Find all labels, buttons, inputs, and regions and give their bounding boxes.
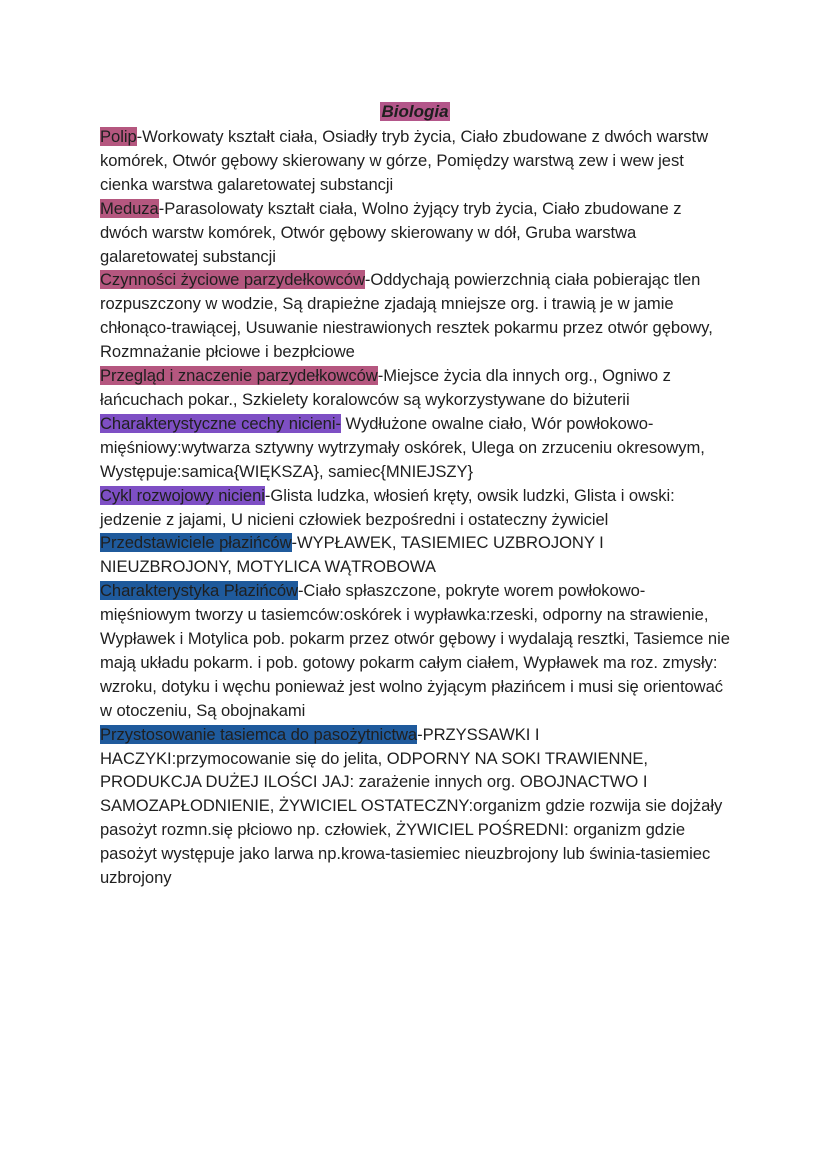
section-text: -Workowaty kształt ciała, Osiadły tryb życia, Ciało zbudowane z dwóch warstw komórek, Otwór gębowy skierowany w górze, Pomiędzy warstwą zew i wew jest cienka warstwa galaretowatej substancji xyxy=(100,127,709,194)
section-cechy-nicieni xyxy=(100,412,730,484)
section-text: -Miejsce życia dla innych org., Ogniwo z łańcuchach pokar., Szkielety koralowców są wykorzystywane do biżuterii xyxy=(100,366,671,409)
section-charakterystyka-plazincow xyxy=(100,579,730,722)
section-text: -PRZYSSAWKI I HACZYKI:przymocowanie się do jelita, ODPORNY NA SOKI TRAWIENNE, PRODUKCJA DUŻEJ ILOŚCI JAJ: zarażenie innych org. OBOJNACTWO I SAMOZAPŁODNIENIE, ŻYWICIEL OSTATECZNY:organizm gdzie rozwija sie dojżały pasożyt rozmn.się płciowo np. człowiek, ŻYWICIEL POŚREDNI: organizm gdzie pasożyt występuje jako larwa np.krowa-tasiemiec nieuzbrojony lub świnia-tasiemiec uzbrojony xyxy=(100,724,723,888)
section-text: -Parasolowaty kształt ciała, Wolno żyjący tryb życia, Ciało zbudowane z dwóch warstw komórek, Otwór gębowy skierowany w dół, Gruba warstwa galaretowatej substancji xyxy=(100,198,682,266)
section-polip xyxy=(100,125,730,197)
section-text: Wydłużone owalne ciało, Wór powłokowo-mięśniowy:wytwarza sztywny wytrzymały oskórek, Ulega on zrzuceniu okresowym, Występuje:samica{WIĘKSZA}, samiec{MNIEJSZY} xyxy=(100,413,705,481)
section-przedstawiciele-plazincow xyxy=(100,531,730,579)
section-term: Przedstawiciele płazińców xyxy=(100,533,292,553)
section-text: -Glista ludzka, włosień kręty, owsik ludzki, Glista i owski: jedzenie z jajami, U nicieni człowiek bezpośredni i ostateczny żywiciel xyxy=(100,485,675,529)
section-text: -Ciało spłaszczone, pokryte worem powłokowo-mięśniowym tworzy u tasiemców:oskórek i wypławka:rzeski, odporny na strawienie, Wypławek i Motylica pob. pokarm przez otwór gębowy i wydalają resztki, Tasiemce nie mają układu pokarm. i pob. gotowy pokarm całym ciałem, Wypławek ma roz. zmysły: wzroku, dotyku i węchu ponieważ jest wolno żyjącym płazińcem i musi się orientować w otoczeniu, Są obojnakami xyxy=(100,581,730,720)
page-title xyxy=(100,100,730,123)
section-term: Meduza xyxy=(100,198,159,218)
section-term: Czynności życiowe parzydełkowców xyxy=(100,270,365,290)
section-text: -Oddychają powierzchnią ciała pobierając tlen rozpuszczony w wodzie, Są drapieżne zjadają mniejsze org. i trawią je w jamie chłonąco-trawiącej, Usuwanie niestrawionych resztek pokarmu przez otwór gębowy, Rozmnażanie płciowe i bezpłciowe xyxy=(100,270,713,362)
section-term: Charakterystyczne cechy nicieni- xyxy=(100,413,341,433)
section-term: Przegląd i znaczenie parzydełkowców xyxy=(100,366,378,386)
section-czynnosci-zyciowe xyxy=(100,268,730,364)
section-cykl-rozwojowy xyxy=(100,484,730,532)
section-przystosowanie-tasiemca xyxy=(100,723,730,890)
section-przeglad-znaczenie xyxy=(100,364,730,412)
section-term: Przystosowanie tasiemca do pasożytnictwa xyxy=(100,724,418,744)
section-meduza xyxy=(100,197,730,269)
section-text: -WYPŁAWEK, TASIEMIEC UZBROJONY I NIEUZBROJONY, MOTYLICA WĄTROBOWA xyxy=(100,533,604,577)
section-term: Cykl rozwojowy nicieni xyxy=(100,485,265,505)
page-title-text: Biologia xyxy=(381,102,449,121)
section-term: Polip xyxy=(100,127,137,146)
section-term: Charakterystyka Płazińców xyxy=(100,581,298,601)
